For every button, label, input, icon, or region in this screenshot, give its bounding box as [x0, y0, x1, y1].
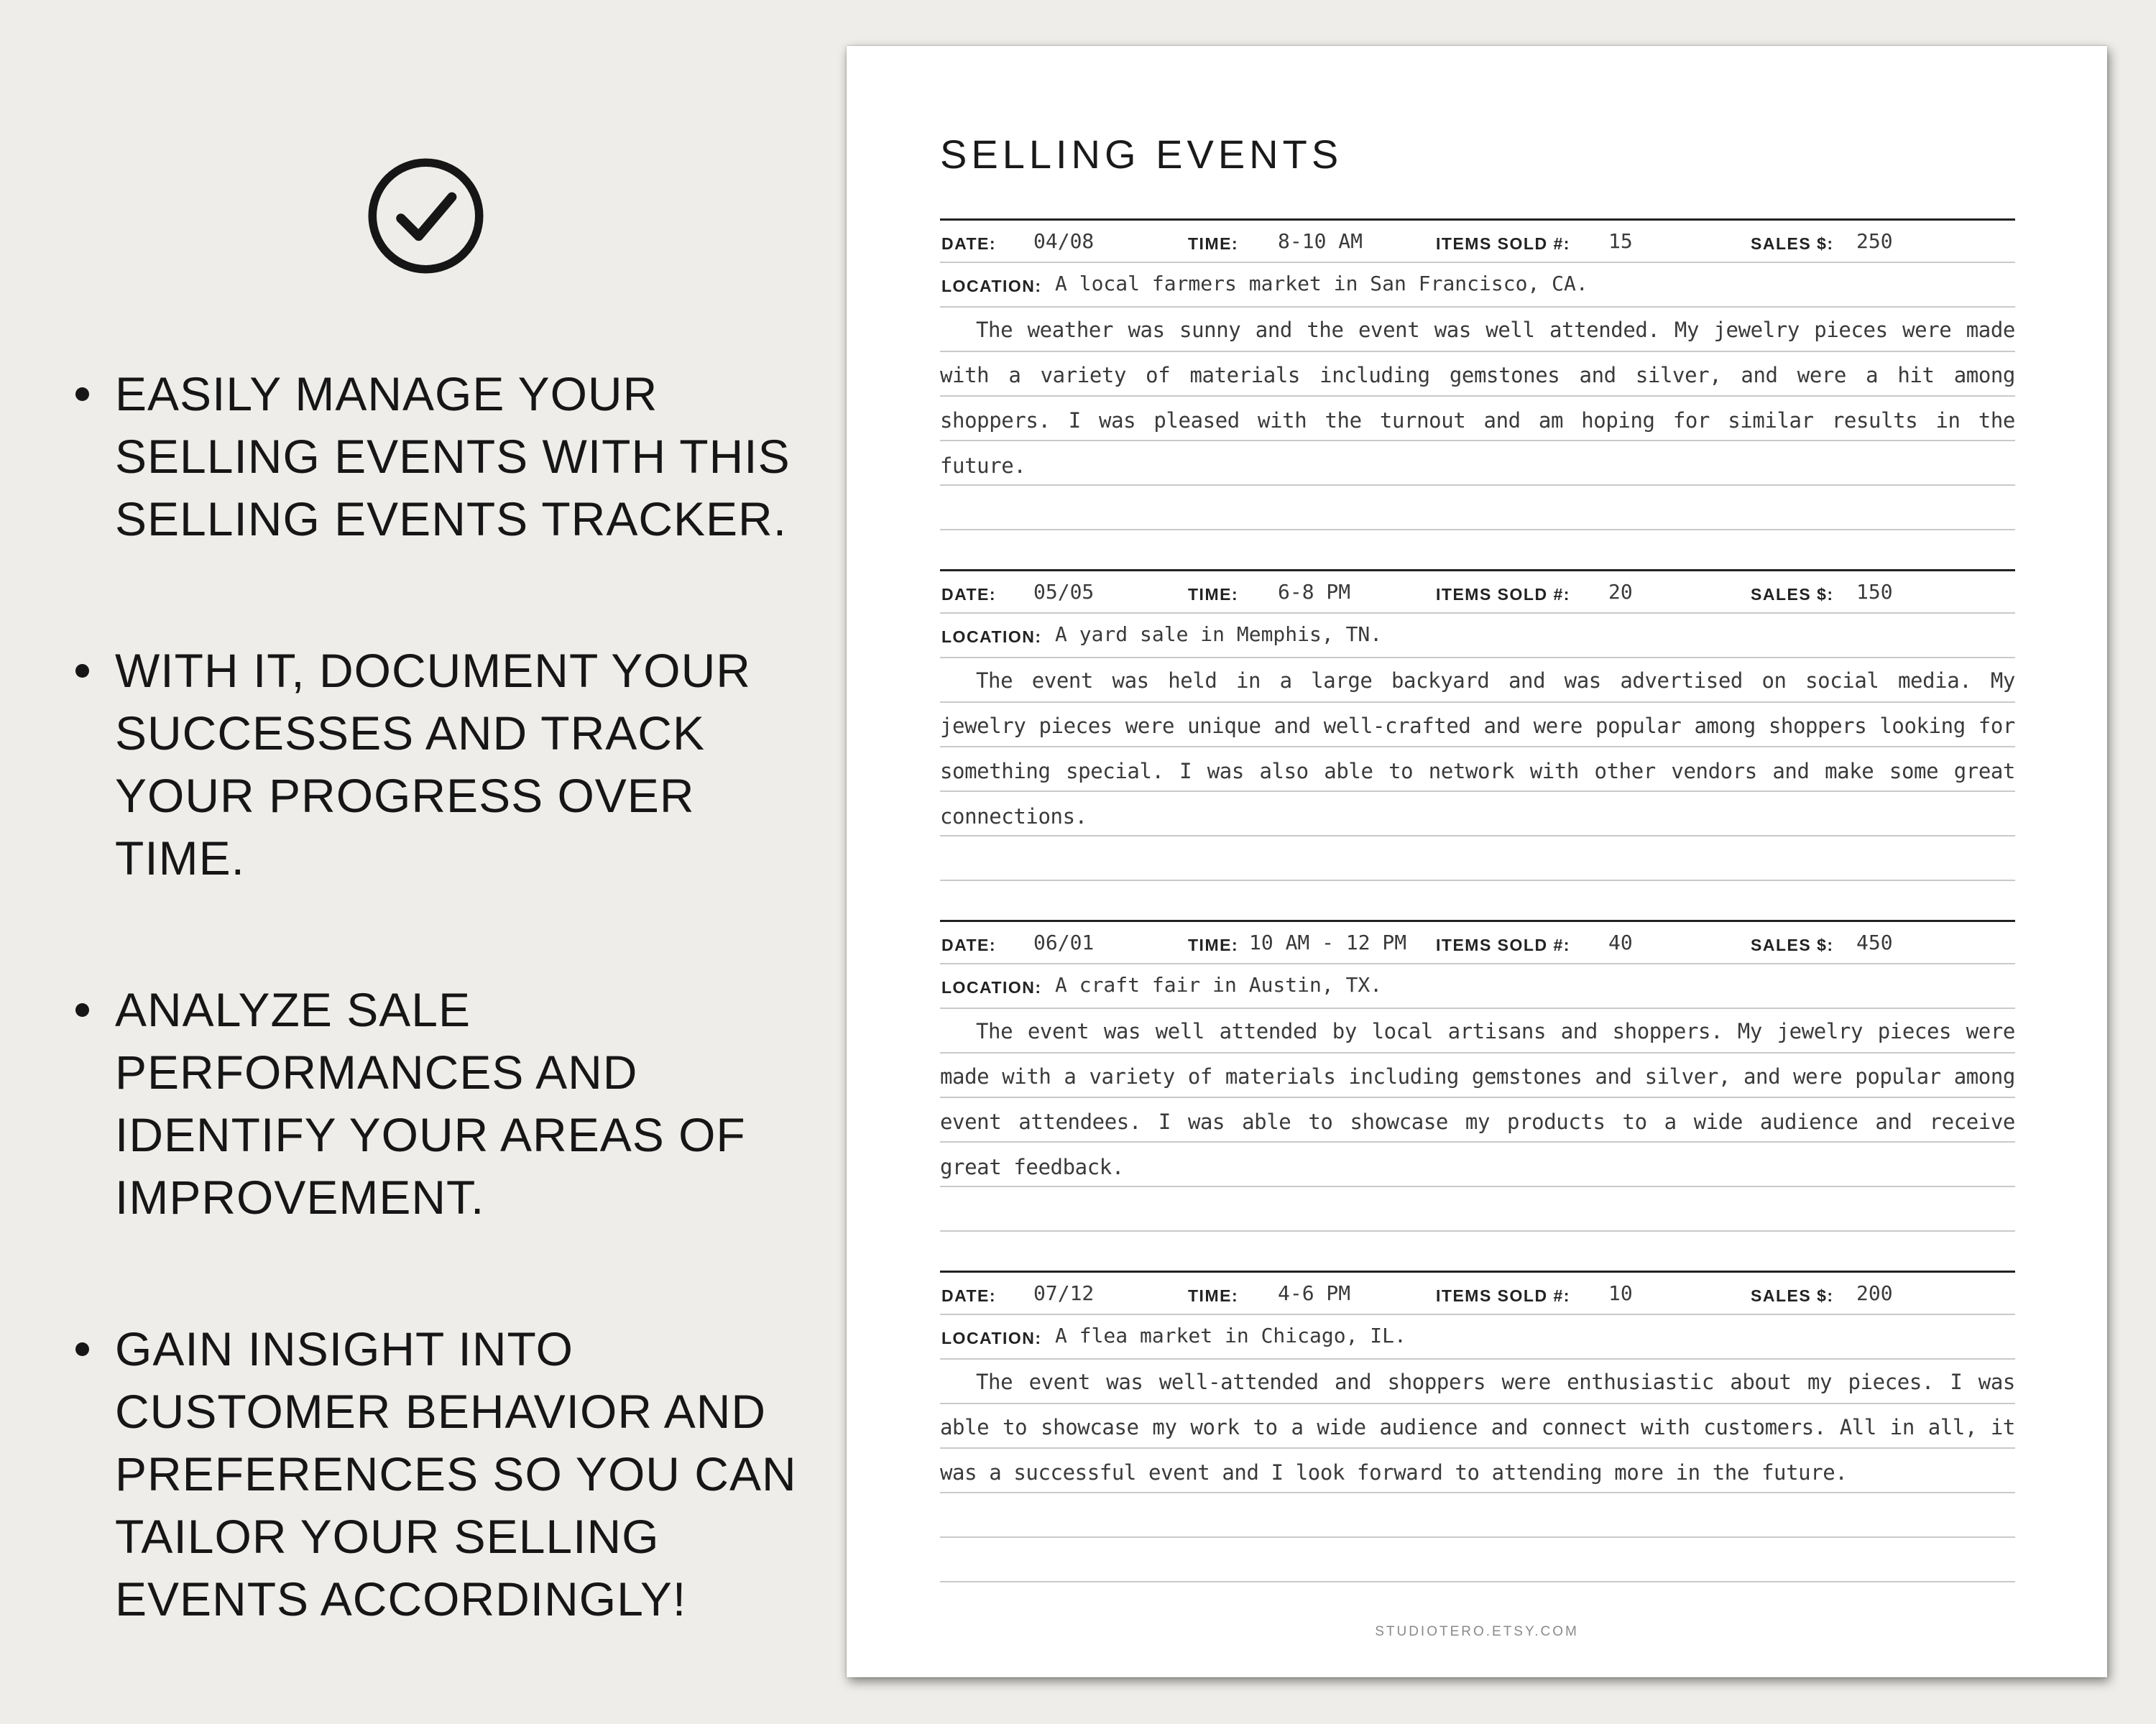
sales-label: SALES $:	[1751, 936, 1834, 954]
time-label: TIME:	[1188, 234, 1239, 253]
date-value: 04/08	[1033, 229, 1095, 253]
time-label: TIME:	[1188, 936, 1239, 954]
location-label: LOCATION:	[941, 277, 1042, 295]
sales-value: 150	[1856, 580, 1893, 604]
footer-credit: STUDIOTERO.ETSY.COM	[1375, 1624, 1579, 1639]
event-notes: The event was well-attended and shoppers were enthusiastic about my pieces. I was able to showcase my work to a wide audience and connect with customers. All in all, it was a successful event and I look forward to attending more in the future.	[940, 1370, 2015, 1485]
date-label: DATE:	[941, 936, 997, 954]
feature-item	[75, 979, 837, 1229]
sales-label: SALES $:	[1751, 234, 1834, 253]
feature-item	[75, 640, 837, 890]
location-row	[940, 614, 2015, 658]
date-value: 06/01	[1033, 931, 1095, 954]
checkmark-circle-icon	[367, 157, 485, 275]
location-label: LOCATION:	[941, 978, 1042, 997]
sales-label: SALES $:	[1751, 1286, 1834, 1305]
items-sold-value: 40	[1608, 931, 1633, 954]
bullet-icon	[75, 387, 89, 401]
date-label: DATE:	[941, 234, 997, 253]
location-row	[940, 263, 2015, 308]
note-line	[940, 1538, 2015, 1582]
items-sold-label: ITEMS SOLD #:	[1436, 234, 1570, 253]
date-value: 07/12	[1033, 1281, 1095, 1305]
bullet-icon	[75, 1003, 89, 1017]
event-meta-row	[940, 218, 2015, 263]
items-sold-label: ITEMS SOLD #:	[1436, 585, 1570, 604]
feature-text: GAIN INSIGHT INTO CUSTOMER BEHAVIOR AND PREFERENCES SO YOU CAN TAILOR YOUR SELLING EVENTS ACCORDINGLY!	[115, 1322, 797, 1626]
sales-label: SALES $:	[1751, 585, 1834, 604]
location-row	[940, 964, 2015, 1009]
date-value: 05/05	[1033, 580, 1095, 604]
note-line	[940, 836, 2015, 881]
event-entry	[940, 218, 2015, 530]
event-notes: The event was well attended by local artisans and shoppers. My jewelry pieces were made with a variety of materials including gemstones and silver, and were popular among event attendees. I was able to showcase my products to a wide audience and receive great feedback.	[940, 1019, 2015, 1179]
feature-list	[75, 363, 837, 1631]
sales-value: 250	[1856, 229, 1893, 253]
date-label: DATE:	[941, 585, 997, 604]
location-value: A craft fair in Austin, TX.	[1055, 973, 1383, 997]
date-label: DATE:	[941, 1286, 997, 1305]
location-value: A yard sale in Memphis, TN.	[1055, 622, 1383, 646]
sales-value: 450	[1856, 931, 1893, 954]
items-sold-value: 20	[1608, 580, 1633, 604]
location-row	[940, 1315, 2015, 1360]
time-label: TIME:	[1188, 1286, 1239, 1305]
event-meta-row	[940, 1271, 2015, 1315]
items-sold-label: ITEMS SOLD #:	[1436, 936, 1570, 954]
time-value: 4-6 PM	[1278, 1281, 1351, 1305]
event-notes: The weather was sunny and the event was well attended. My jewelry pieces were made with a variety of materials including gemstones and silver, and were a hit among shoppers. I was pleased with the turnout and am hoping for similar results in the future.	[940, 318, 2015, 478]
feature-item	[75, 1318, 837, 1631]
time-value: 6-8 PM	[1278, 580, 1351, 604]
sales-value: 200	[1856, 1281, 1893, 1305]
event-entry	[940, 1271, 2015, 1582]
time-label: TIME:	[1188, 585, 1239, 604]
items-sold-label: ITEMS SOLD #:	[1436, 1286, 1570, 1305]
event-meta-row	[940, 920, 2015, 964]
worksheet-page	[847, 46, 2107, 1677]
note-line	[940, 1187, 2015, 1232]
items-sold-value: 15	[1608, 229, 1633, 253]
note-line	[940, 486, 2015, 530]
time-value: 8-10 AM	[1278, 229, 1363, 253]
event-notes: The event was held in a large backyard and was advertised on social media. My jewelry pieces were unique and well-crafted and were popular among shoppers looking for something special. I was also able to network with other vendors and make some great connections.	[940, 668, 2015, 829]
feature-text: ANALYZE SALE PERFORMANCES AND IDENTIFY YOUR AREAS OF IMPROVEMENT.	[115, 983, 746, 1224]
page-title: SELLING EVENTS	[940, 132, 1343, 177]
location-label: LOCATION:	[941, 627, 1042, 646]
location-value: A local farmers market in San Francisco, CA.	[1055, 272, 1588, 295]
items-sold-value: 10	[1608, 1281, 1633, 1305]
feature-text: WITH IT, DOCUMENT YOUR SUCCESSES AND TRACK YOUR PROGRESS OVER TIME.	[115, 644, 751, 885]
bullet-icon	[75, 664, 89, 678]
location-value: A flea market in Chicago, IL.	[1055, 1324, 1406, 1347]
location-label: LOCATION:	[941, 1329, 1042, 1347]
bullet-icon	[75, 1342, 89, 1356]
event-entry	[940, 920, 2015, 1232]
event-entry	[940, 569, 2015, 881]
time-value: 10 AM - 12 PM	[1249, 931, 1407, 954]
feature-item	[75, 363, 837, 550]
feature-text: EASILY MANAGE YOUR SELLING EVENTS WITH THIS SELLING EVENTS TRACKER.	[115, 367, 791, 545]
note-line	[940, 1493, 2015, 1538]
event-meta-row	[940, 569, 2015, 614]
